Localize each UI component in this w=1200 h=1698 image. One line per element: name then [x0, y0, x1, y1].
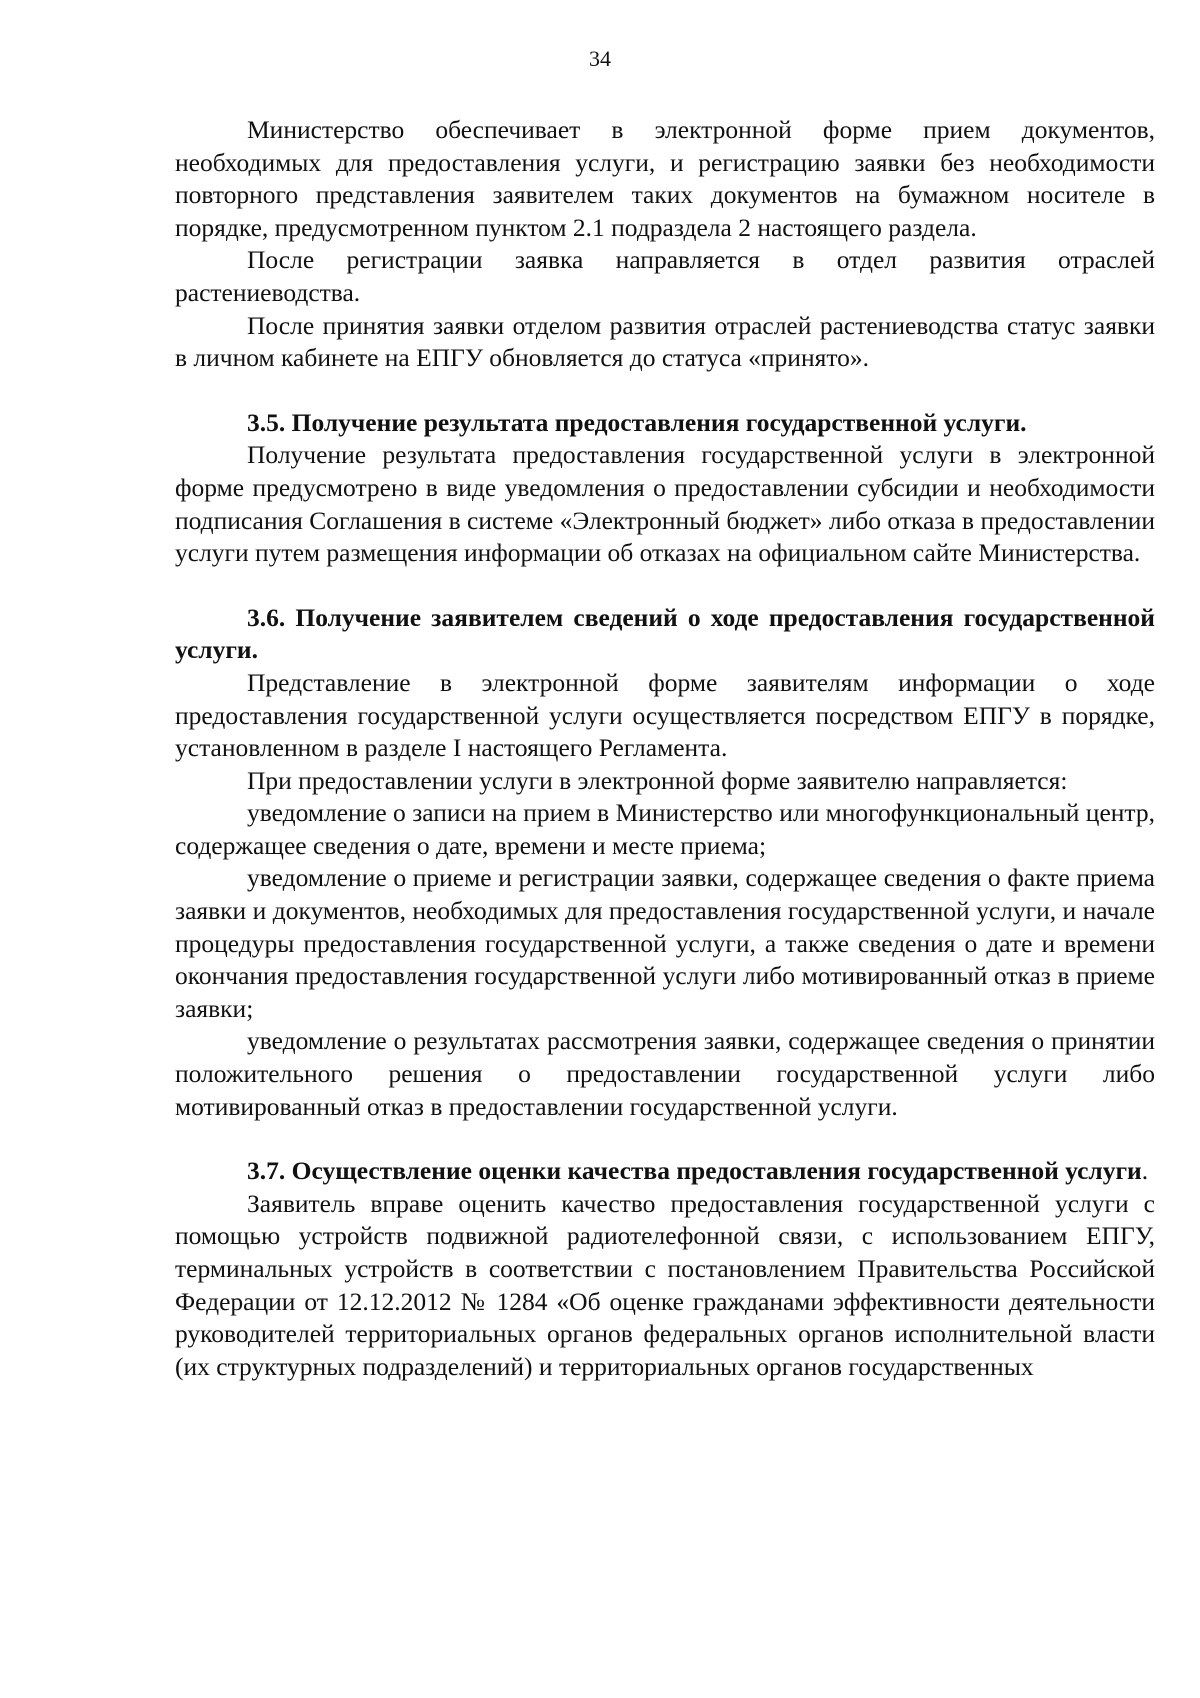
page-number: 34	[589, 46, 611, 71]
paragraph-progress-info: Представление в электронной форме заявителям информации о ходе предоставления государственной услуги осуществляется посредством ЕПГУ в порядке, установленном в разделе I настоящего Регламента.	[175, 667, 1155, 763]
paragraph-ministry-reception: Министерство обеспечивает в электронной форме прием документов, необходимых для предоставления услуги, и регистрацию заявки без необходимости повторного представления заявителем таких документов на бумажном носителе в порядке, предусмотренном пунктом 2.1 подраздела 2 настоящего раздела.	[175, 115, 1155, 242]
heading-text: 3.6. Получение заявителем сведений о ходе предоставления государственной услуги.	[175, 602, 1155, 665]
heading-tail: .	[1141, 1156, 1149, 1186]
document-body	[175, 114, 1155, 1383]
section-gap	[175, 1123, 1155, 1155]
paragraph-registration-notice: уведомление о приеме и регистрации заявки, содержащее сведения о факте приема заявки и документов, необходимых для предоставления государственной услуги, и начале процедуры предоставления государственной услуги, а также сведения о дате и времени окончания предоставления государственной услуги либо мотивированный отказ в приеме заявки;	[175, 863, 1155, 1023]
section-gap	[175, 570, 1155, 602]
paragraph-quality-assessment: Заявитель вправе оценить качество предоставления государственной услуги с помощью устройств подвижной радиотелефонной связи, с использованием ЕПГУ, терминальных устройств в соответствии с постановлением Правительства Российской Федерации от 12.12.2012 № 1284 «Об оценке гражданами эффективности деятельности руководителей территориальных органов федеральных органов исполнительной власти (их структурных подразделений) и территориальных органов государственных	[175, 1188, 1155, 1381]
paragraph-appointment-notice: уведомление о записи на прием в Министерство или многофункциональный центр, содержащее сведения о дате, времени и месте приема;	[175, 798, 1155, 860]
paragraph-after-registration: После регистрации заявка направляется в отдел развития отраслей растениеводства.	[175, 245, 1155, 307]
heading-section-3-6	[175, 602, 1155, 667]
paragraph-applicant-notified: При предоставлении услуги в электронной форме заявителю направляется:	[247, 765, 1068, 795]
heading-section-3-5	[175, 407, 1155, 440]
section-gap	[175, 375, 1155, 407]
heading-section-3-7	[175, 1155, 1155, 1188]
heading-text: 3.5. Получение результата предоставления государственной услуги.	[247, 407, 1027, 437]
heading-text: 3.7. Осуществление оценки качества предоставления государственной услуги	[247, 1156, 1142, 1186]
paragraph-status-update: После принятия заявки отделом развития отраслей растениеводства статус заявки в личном кабинете на ЕПГУ обновляется до статуса «принято».	[175, 310, 1155, 373]
paragraph-results-notice: уведомление о результатах рассмотрения заявки, содержащее сведения о принятии положительного решения о предоставлении государственной услуги либо мотивированный отказ в предоставлении государственной услуги.	[175, 1026, 1155, 1121]
paragraph-result-receipt: Получение результата предоставления государственной услуги в электронной форме предусмотрено в виде уведомления о предоставлении субсидии и необходимости подписания Соглашения в системе «Электронный бюджет» либо отказа в предоставлении услуги путем размещения информации об отказах на официальном сайте Министерства.	[175, 440, 1155, 568]
